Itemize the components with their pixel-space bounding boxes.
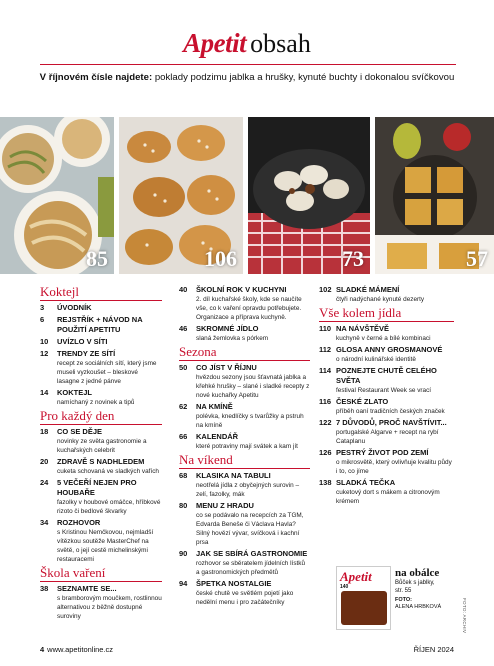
toc-entry[interactable] <box>179 363 310 400</box>
photo-dumplings-pan[interactable] <box>248 117 370 274</box>
entry-page: 80 <box>179 501 188 510</box>
section-pro-kazdy-den <box>40 409 162 564</box>
photo-braided-buns[interactable] <box>119 117 243 274</box>
toc-entry[interactable] <box>179 549 310 577</box>
entry-description: festival Restaurant Week se vrací <box>336 387 432 394</box>
entry-title: ROZHOVOR <box>57 518 101 527</box>
photo-page-number: 73 <box>342 246 364 271</box>
section-skolni-rok-continued <box>179 285 310 343</box>
toc-entry[interactable] <box>179 324 310 343</box>
entry-page: 38 <box>40 584 49 593</box>
entry-title: CO JÍST V ŘÍJNU <box>196 363 257 372</box>
section-sezona <box>179 345 310 451</box>
entry-description: příběh oaní tradičních českých značek <box>336 408 445 415</box>
page-footer <box>40 645 454 654</box>
entry-page: 40 <box>179 285 188 294</box>
intro-text: poklady podzimu jablka a hrušky, kynuté buchty i dokonalou svíčkovou <box>152 72 455 83</box>
entry-title: NA NÁVŠTĚVĚ <box>336 324 390 333</box>
entry-page: 116 <box>319 397 332 406</box>
toc-entry[interactable] <box>319 418 454 446</box>
entry-title: ŠPETKA NOSTALGIE <box>196 579 272 588</box>
photo-soup-bowls[interactable] <box>0 117 114 274</box>
cover-photographer: ALENA HRBKOVÁ <box>395 604 442 610</box>
entry-page: 18 <box>40 427 49 436</box>
section-heading: Koktejl <box>40 285 162 301</box>
entry-page: 66 <box>179 432 188 441</box>
entry-description: rozhovor se sběratelem jídelních lístků a gastronomických předmětů <box>196 560 306 576</box>
toc-entry[interactable] <box>319 478 454 506</box>
entry-page: 20 <box>40 457 49 466</box>
entry-title: SLADKÉ MÁMENÍ <box>336 285 400 294</box>
entry-page: 68 <box>179 471 188 480</box>
entry-description: portugalské Algarve + recept na rybí Cataplanu <box>336 429 439 445</box>
entry-title: REJSTŘÍK + NÁVOD NA POUŽITÍ APETITU <box>57 315 143 334</box>
entry-title: KOKTEJL <box>57 388 93 397</box>
entry-page: 102 <box>319 285 332 294</box>
entry-page: 126 <box>319 448 332 457</box>
toc-entry[interactable] <box>40 349 162 386</box>
toc-entry[interactable] <box>179 285 310 322</box>
brand-logo: Apetit <box>183 28 247 58</box>
section-heading: Na víkend <box>179 453 310 469</box>
entry-description: polévka, knedlíčky s tvarůžky a pstruh na kmíně <box>196 413 304 429</box>
entry-page: 62 <box>179 402 188 411</box>
entry-title: SEZNAMTE SE... <box>57 584 117 593</box>
cover-issue-number: 140 <box>340 584 349 590</box>
entry-description: cuketa schovaná ve sladkých vafích <box>57 468 159 475</box>
cover-page: str. 55 <box>395 588 412 594</box>
contents-column-1 <box>40 285 162 623</box>
section-vse-kolem-jidla <box>319 306 454 506</box>
entry-description: kuchyně v černé a bílé kombinaci <box>336 335 431 342</box>
entry-title: SLADKÁ TEČKA <box>336 478 396 487</box>
entry-description: o národní kulinářské identitě <box>336 356 416 363</box>
page-title: obsah <box>250 29 311 58</box>
entry-description: české chutě ve světlém pojetí jako nedělní menu i pro začátečníky <box>196 590 294 606</box>
entry-description: s Kristinou Nemčkovou, nejmladší vítězkou soutěže MasterChef na světě, o její cestě michelinskými restauracemi <box>57 529 154 563</box>
entry-page: 12 <box>40 349 49 358</box>
entry-description: co se podávalo na recepcích za TGM, Edvarda Beneše či Václava Havla? Silný hovězí vývar, svíčková i kachní prsa <box>196 512 304 546</box>
page-number: 4 <box>40 645 45 654</box>
entry-description: fazolky v houbové omáčce, hříbkové rizoto či bedlové škvarky <box>57 499 161 515</box>
entry-description: novinky ze světa gastronomie a kuchařských celebrit <box>57 438 147 454</box>
entry-description: čtyři nadýchané kynuté dezerty <box>336 296 425 303</box>
entry-title: NA KMÍNĚ <box>196 402 233 411</box>
entry-page: 34 <box>40 518 49 527</box>
section-skola-vareni <box>40 566 162 621</box>
section-heading: Pro každý den <box>40 409 162 425</box>
section-heading: Vše kolem jídla <box>319 306 454 322</box>
intro-lead: V říjnovém čísle najdete: <box>39 72 153 83</box>
entry-description: namíchaný z novinek a tipů <box>57 399 135 406</box>
entry-page: 110 <box>319 324 332 333</box>
photo-page-number: 85 <box>86 246 108 271</box>
entry-title: ZDRAVĚ S NADHLEDEM <box>57 457 145 466</box>
photo-pear-cake[interactable] <box>375 117 494 274</box>
cover-food-image <box>341 591 387 625</box>
toc-entry[interactable] <box>40 518 162 564</box>
photo-credit: FOTO: ARCHIV <box>462 598 467 634</box>
entry-page: 94 <box>179 579 188 588</box>
entry-page: 50 <box>179 363 188 372</box>
entry-title: ÚVODNÍK <box>57 303 92 312</box>
entry-title: UVÍZLO V SÍTI <box>57 337 108 346</box>
section-koktejl <box>40 285 162 407</box>
toc-entry[interactable] <box>40 388 162 407</box>
entry-page: 10 <box>40 337 49 346</box>
cover-foto-label: FOTO: <box>395 597 413 603</box>
entry-page: 3 <box>40 303 45 312</box>
toc-entry[interactable] <box>319 345 454 364</box>
photo-strip <box>0 117 494 274</box>
toc-entry[interactable] <box>40 584 162 621</box>
entry-title: CO SE DĚJE <box>57 427 103 436</box>
issue-intro <box>0 72 494 83</box>
entry-title: SKROMNÉ JÍDLO <box>196 324 259 333</box>
entry-title: TRENDY ZE SÍTÍ <box>57 349 116 358</box>
entry-page: 46 <box>179 324 188 333</box>
cover-brand: Apetit <box>340 569 372 584</box>
entry-page: 90 <box>179 549 188 558</box>
toc-entry[interactable] <box>40 303 162 313</box>
entry-title: KLASIKA NA TABULI <box>196 471 271 480</box>
website-link[interactable]: www.apetitonline.cz <box>47 645 114 654</box>
entry-description: o mikrosvětě, který ovlivňuje kvalitu půdy i to, co jíme <box>336 459 452 475</box>
entry-page: 112 <box>319 345 332 354</box>
entry-description: cuketový dort s mákem a citronovým krémem <box>336 489 440 505</box>
issue-date: ŘÍJEN 2024 <box>413 645 454 654</box>
section-sladke-continued <box>319 285 454 304</box>
section-heading: Sezona <box>179 345 310 361</box>
header-divider <box>40 64 456 65</box>
entry-description: neotřelá jídla z obyčejných surovin – zelí, fazolky, mák <box>196 482 300 498</box>
photo-page-number: 57 <box>466 246 488 271</box>
section-na-vikend <box>179 453 310 607</box>
toc-entry[interactable] <box>179 402 310 430</box>
entry-description: 2. díl kuchařské školy, kde se naučíte vše, co k vaření opravdu potřebujete. Organizace a příprava kuchyně. <box>196 296 302 321</box>
toc-entry[interactable] <box>319 324 454 343</box>
cover-dish: Bůček s jablky, <box>395 580 435 586</box>
entry-page: 14 <box>40 388 49 397</box>
entry-description: které potraviny mají svátek a kam jít <box>196 443 298 450</box>
entry-title: ČESKÉ ZLATO <box>336 397 389 406</box>
toc-entry[interactable] <box>40 337 162 347</box>
entry-title: MENU Z HRADU <box>196 501 254 510</box>
entry-title: PESTRÝ ŽIVOT POD ZEMÍ <box>336 448 429 457</box>
entry-page: 24 <box>40 478 49 487</box>
entry-description: recept ze sociálních sítí, který jsme museli vyzkoušet – bleskové lasagne z jedné pánve <box>57 360 157 385</box>
entry-title: JAK SE SBÍRÁ GASTRONOMIE <box>196 549 308 558</box>
entry-page: 114 <box>319 366 332 375</box>
entry-title: 7 DŮVODŮ, PROČ NAVŠTÍVIT... <box>336 418 447 427</box>
toc-entry[interactable] <box>40 315 162 335</box>
toc-entry[interactable] <box>319 397 454 416</box>
toc-entry[interactable] <box>179 501 310 547</box>
page-header <box>0 28 494 59</box>
section-heading: Škola vaření <box>40 566 162 582</box>
toc-entry[interactable] <box>179 432 310 451</box>
toc-entry[interactable] <box>319 448 454 476</box>
photo-page-number: 106 <box>204 246 237 271</box>
entry-page: 6 <box>40 315 45 324</box>
cover-heading: na obálce <box>395 567 440 579</box>
contents-column-2 <box>179 285 310 609</box>
entry-title: GLOSA ANNY GROSMANOVÉ <box>336 345 443 354</box>
cover-thumbnail[interactable] <box>336 566 391 630</box>
entry-title: POZNEJTE CHUTĚ CELÉHO SVĚTA <box>336 366 437 385</box>
entry-page: 122 <box>319 418 332 427</box>
toc-entry[interactable] <box>40 478 162 516</box>
toc-entry[interactable] <box>179 471 310 499</box>
toc-entry[interactable] <box>319 366 454 395</box>
toc-entry[interactable] <box>319 285 454 304</box>
entry-title: ŠKOLNÍ ROK V KUCHYNI <box>196 285 287 294</box>
cover-text <box>395 568 455 611</box>
entry-title: KALENDÁŘ <box>196 432 239 441</box>
entry-title: 5 VEČEŘÍ NEJEN PRO HOUBAŘE <box>57 478 137 497</box>
contents-column-3 <box>319 285 454 508</box>
entry-description: slaná žemlovka s pórkem <box>196 335 269 342</box>
toc-entry[interactable] <box>40 427 162 455</box>
cover-info <box>336 566 454 630</box>
entry-description: s bramborovým moučkem, rostlinnou alternativou z běžně dostupné suroviny <box>57 595 162 620</box>
toc-entry[interactable] <box>179 579 310 607</box>
entry-description: hvězdou sezony jsou šťavnatá jablka a křehké hrušky – slané i sladké recepty z nové kuchařky Apetitu <box>196 374 310 399</box>
toc-entry[interactable] <box>40 457 162 476</box>
entry-page: 138 <box>319 478 332 487</box>
